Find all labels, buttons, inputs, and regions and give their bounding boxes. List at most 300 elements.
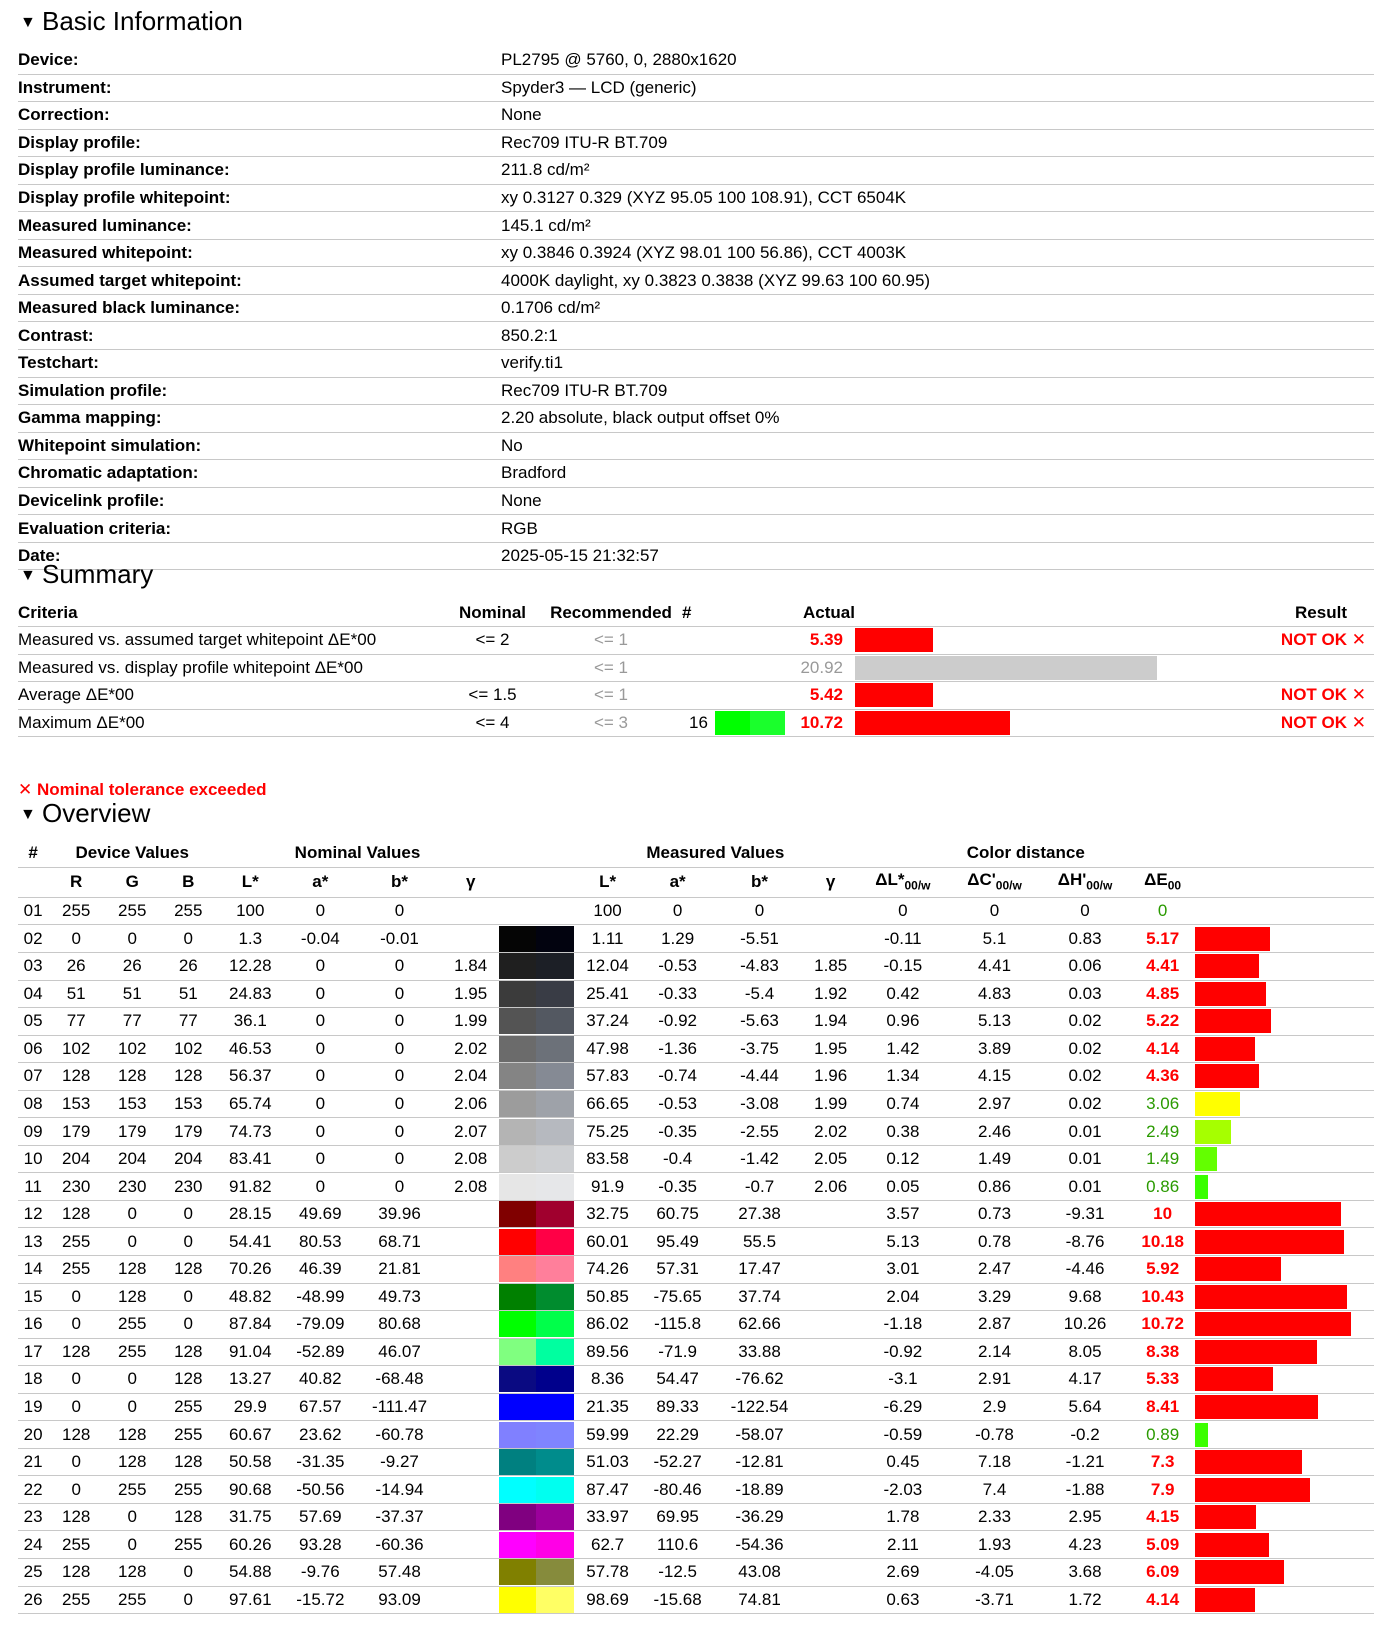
cell-n: 02 bbox=[18, 925, 48, 953]
cell-mg bbox=[805, 1586, 857, 1614]
section-title: Summary bbox=[42, 559, 154, 589]
recommended-value: <= 1 bbox=[540, 627, 682, 655]
actual-bar-cell bbox=[855, 709, 1160, 737]
swatch-pair bbox=[499, 926, 574, 952]
cell-nl: 54.41 bbox=[216, 1228, 284, 1256]
cell-b: 128 bbox=[160, 1448, 216, 1476]
cell-nl: 28.15 bbox=[216, 1200, 284, 1228]
cell-ng bbox=[443, 1586, 499, 1614]
cell-ml: 59.99 bbox=[574, 1421, 641, 1449]
cell-nb: 93.09 bbox=[356, 1586, 442, 1614]
table-row bbox=[18, 1531, 1374, 1559]
col-header-measured-l: L* bbox=[574, 867, 641, 897]
measured-swatch bbox=[536, 1119, 574, 1145]
cell-mg: 2.06 bbox=[805, 1173, 857, 1201]
cell-dl: 0.12 bbox=[857, 1145, 950, 1173]
cell-de: 10.43 bbox=[1130, 1283, 1195, 1311]
cell-na: 0 bbox=[284, 897, 356, 925]
cell-ma: -0.53 bbox=[641, 952, 714, 980]
de-bar bbox=[1195, 1533, 1269, 1557]
cell-mg bbox=[805, 1228, 857, 1256]
cell-mg bbox=[805, 1531, 857, 1559]
col-header-delta-e: $\Delta E_{00}$ bbox=[1130, 867, 1195, 897]
cell-g: 51 bbox=[104, 980, 160, 1008]
cell-ma: -15.68 bbox=[641, 1586, 714, 1614]
actual-bar-cell bbox=[855, 682, 1160, 710]
nominal-swatch bbox=[499, 1311, 537, 1337]
cell-dh: 0 bbox=[1040, 897, 1131, 925]
de-bar bbox=[1195, 927, 1270, 951]
cell-dh: -1.88 bbox=[1040, 1476, 1131, 1504]
cell-ml: 51.03 bbox=[574, 1448, 641, 1476]
cell-nb: -0.01 bbox=[356, 925, 442, 953]
cell-dh: -4.46 bbox=[1040, 1256, 1131, 1284]
cell-r: 128 bbox=[48, 1559, 104, 1587]
cell-mb: -4.83 bbox=[714, 952, 805, 980]
cell-de: 4.36 bbox=[1130, 1063, 1195, 1091]
cell-mg bbox=[805, 1559, 857, 1587]
cell-mg bbox=[805, 1503, 857, 1531]
de-bar-cell bbox=[1195, 1531, 1374, 1559]
cell-b: 77 bbox=[160, 1008, 216, 1036]
cell-g: 0 bbox=[104, 1503, 160, 1531]
cell-r: 0 bbox=[48, 925, 104, 953]
cell-ml: 75.25 bbox=[574, 1118, 641, 1146]
tolerance-warning: ✕ Nominal tolerance exceeded bbox=[18, 780, 267, 799]
info-row bbox=[18, 487, 1374, 515]
color-swatch-cell bbox=[499, 925, 574, 953]
cell-ng bbox=[443, 1531, 499, 1559]
cell-ml: 62.7 bbox=[574, 1531, 641, 1559]
cell-dl: -6.29 bbox=[857, 1393, 950, 1421]
cell-de: 7.3 bbox=[1130, 1448, 1195, 1476]
de-bar bbox=[1195, 1120, 1231, 1144]
summary-row bbox=[18, 654, 1374, 682]
cell-nb: 0 bbox=[356, 1035, 442, 1063]
cell-dh: 0.01 bbox=[1040, 1145, 1131, 1173]
cell-ma: 69.95 bbox=[641, 1503, 714, 1531]
cell-n: 03 bbox=[18, 952, 48, 980]
nominal-swatch bbox=[499, 953, 537, 979]
cell-dl: 1.78 bbox=[857, 1503, 950, 1531]
measured-swatch bbox=[536, 981, 574, 1007]
info-row bbox=[18, 129, 1374, 157]
cell-nl: 87.84 bbox=[216, 1311, 284, 1339]
col-header-nominal-a: a* bbox=[284, 867, 356, 897]
cell-dc: 2.9 bbox=[949, 1393, 1040, 1421]
nominal-swatch bbox=[499, 926, 537, 952]
cell-na: 49.69 bbox=[284, 1200, 356, 1228]
cell-dl: 0.38 bbox=[857, 1118, 950, 1146]
table-row bbox=[18, 1586, 1374, 1614]
cell-n: 04 bbox=[18, 980, 48, 1008]
cell-ng bbox=[443, 1393, 499, 1421]
cell-r: 0 bbox=[48, 1476, 104, 1504]
actual-bar bbox=[855, 656, 1157, 680]
cell-dl: -2.03 bbox=[857, 1476, 950, 1504]
col-header-patches bbox=[715, 600, 785, 627]
collapse-triangle-icon[interactable]: ▼ bbox=[20, 806, 36, 823]
de-bar bbox=[1195, 1505, 1256, 1529]
de-bar-cell bbox=[1195, 1145, 1374, 1173]
de-bar-cell bbox=[1195, 1476, 1374, 1504]
cell-dh: 1.72 bbox=[1040, 1586, 1131, 1614]
actual-bar bbox=[855, 711, 1010, 735]
cell-na: 0 bbox=[284, 1035, 356, 1063]
cell-mg: 2.05 bbox=[805, 1145, 857, 1173]
cell-na: 0 bbox=[284, 1063, 356, 1091]
cell-mb: 0 bbox=[714, 897, 805, 925]
cell-n: 10 bbox=[18, 1145, 48, 1173]
cell-mb: 33.88 bbox=[714, 1338, 805, 1366]
cell-dl: -3.1 bbox=[857, 1366, 950, 1394]
swatch-pair bbox=[499, 1587, 574, 1613]
cell-na: -48.99 bbox=[284, 1283, 356, 1311]
swatch-pair bbox=[499, 1284, 574, 1310]
collapse-triangle-icon[interactable]: ▼ bbox=[20, 567, 36, 584]
cell-r: 128 bbox=[48, 1421, 104, 1449]
cell-g: 102 bbox=[104, 1035, 160, 1063]
cell-nl: 13.27 bbox=[216, 1366, 284, 1394]
cell-n: 22 bbox=[18, 1476, 48, 1504]
color-swatch-cell bbox=[499, 1063, 574, 1091]
color-swatch-cell bbox=[499, 1035, 574, 1063]
measured-swatch bbox=[536, 1339, 574, 1365]
nominal-swatch bbox=[499, 1587, 537, 1613]
de-bar bbox=[1195, 982, 1266, 1006]
cell-dl: 0.74 bbox=[857, 1090, 950, 1118]
cell-r: 255 bbox=[48, 1586, 104, 1614]
cell-n: 13 bbox=[18, 1228, 48, 1256]
cell-g: 255 bbox=[104, 1586, 160, 1614]
info-row bbox=[18, 267, 1374, 295]
patch-count bbox=[682, 682, 715, 710]
cell-mb: 55.5 bbox=[714, 1228, 805, 1256]
info-row bbox=[18, 377, 1374, 405]
section-header-basic[interactable] bbox=[20, 6, 243, 38]
swatch-pair bbox=[499, 1339, 574, 1365]
swatch-pair bbox=[499, 953, 574, 979]
measured-swatch bbox=[536, 1559, 574, 1585]
cell-dl: 5.13 bbox=[857, 1228, 950, 1256]
cell-dl: -0.15 bbox=[857, 952, 950, 980]
criteria-label: Measured vs. display profile whitepoint ΔE*00 bbox=[18, 654, 445, 682]
cell-dl: 0.63 bbox=[857, 1586, 950, 1614]
summary-row bbox=[18, 627, 1374, 655]
nominal-swatch bbox=[499, 1477, 537, 1503]
measured-swatch bbox=[536, 926, 574, 952]
cell-ng bbox=[443, 1338, 499, 1366]
cell-b: 128 bbox=[160, 1063, 216, 1091]
cell-mg bbox=[805, 1448, 857, 1476]
cell-dc: -0.78 bbox=[949, 1421, 1040, 1449]
cell-n: 12 bbox=[18, 1200, 48, 1228]
cell-dh: 2.95 bbox=[1040, 1503, 1131, 1531]
cell-dc: 5.1 bbox=[949, 925, 1040, 953]
swatch-pair bbox=[715, 711, 785, 735]
recommended-value: <= 1 bbox=[540, 682, 682, 710]
color-swatch-cell bbox=[499, 1448, 574, 1476]
swatch-pair bbox=[499, 1477, 574, 1503]
info-label: Gamma mapping: bbox=[18, 405, 501, 433]
section-header-overview[interactable] bbox=[20, 798, 150, 830]
info-value: xy 0.3846 0.3924 (XYZ 98.01 100 56.86), CCT 4003K bbox=[501, 239, 1374, 267]
patch-swatches bbox=[715, 627, 785, 655]
cell-g: 255 bbox=[104, 897, 160, 925]
table-row bbox=[18, 1256, 1374, 1284]
cell-mb: -2.55 bbox=[714, 1118, 805, 1146]
swatch-pair bbox=[499, 981, 574, 1007]
cell-dl: 3.01 bbox=[857, 1256, 950, 1284]
cell-dc: 4.15 bbox=[949, 1063, 1040, 1091]
cell-dc: 0.73 bbox=[949, 1200, 1040, 1228]
cell-b: 153 bbox=[160, 1090, 216, 1118]
cell-dh: 9.68 bbox=[1040, 1283, 1131, 1311]
de-bar-cell bbox=[1195, 1228, 1374, 1256]
collapse-triangle-icon[interactable]: ▼ bbox=[20, 14, 36, 31]
cell-dc: 2.91 bbox=[949, 1366, 1040, 1394]
de-bar-cell bbox=[1195, 1559, 1374, 1587]
measured-swatch bbox=[536, 1422, 574, 1448]
de-bar-cell bbox=[1195, 1063, 1374, 1091]
cell-de: 5.92 bbox=[1130, 1256, 1195, 1284]
cell-nb: -9.27 bbox=[356, 1448, 442, 1476]
de-bar-cell bbox=[1195, 1118, 1374, 1146]
cell-g: 128 bbox=[104, 1256, 160, 1284]
info-row bbox=[18, 102, 1374, 130]
col-header-measured-b: b* bbox=[714, 867, 805, 897]
color-swatch-cell bbox=[499, 1338, 574, 1366]
cell-na: 46.39 bbox=[284, 1256, 356, 1284]
cell-dc: 7.18 bbox=[949, 1448, 1040, 1476]
cell-nb: 0 bbox=[356, 1063, 442, 1091]
cell-na: 0 bbox=[284, 980, 356, 1008]
cell-dh: 0.01 bbox=[1040, 1173, 1131, 1201]
cell-dc: 2.87 bbox=[949, 1311, 1040, 1339]
info-label: Devicelink profile: bbox=[18, 487, 501, 515]
info-row bbox=[18, 322, 1374, 350]
cell-ma: 57.31 bbox=[641, 1256, 714, 1284]
table-row bbox=[18, 925, 1374, 953]
cell-r: 230 bbox=[48, 1173, 104, 1201]
de-bar bbox=[1195, 1230, 1344, 1254]
info-row bbox=[18, 47, 1374, 74]
de-bar-cell bbox=[1195, 1008, 1374, 1036]
cell-dl: -0.11 bbox=[857, 925, 950, 953]
cell-b: 0 bbox=[160, 1283, 216, 1311]
color-swatch-cell bbox=[499, 897, 574, 925]
info-value: 211.8 cd/m² bbox=[501, 157, 1374, 185]
cell-ng bbox=[443, 1366, 499, 1394]
measured-swatch bbox=[536, 1091, 574, 1117]
swatch bbox=[715, 711, 750, 735]
actual-bar-cell bbox=[855, 654, 1160, 682]
info-value: No bbox=[501, 432, 1374, 460]
info-row bbox=[18, 405, 1374, 433]
cell-dl: 2.11 bbox=[857, 1531, 950, 1559]
measured-swatch bbox=[536, 1284, 574, 1310]
cell-g: 0 bbox=[104, 1393, 160, 1421]
cell-nl: 100 bbox=[216, 897, 284, 925]
info-label: Device: bbox=[18, 47, 501, 74]
cell-de: 5.22 bbox=[1130, 1008, 1195, 1036]
cell-nb: 39.96 bbox=[356, 1200, 442, 1228]
cell-mg: 1.99 bbox=[805, 1090, 857, 1118]
cell-na: 0 bbox=[284, 1090, 356, 1118]
cell-dh: -0.2 bbox=[1040, 1421, 1131, 1449]
cell-dc: 0.78 bbox=[949, 1228, 1040, 1256]
measured-swatch bbox=[536, 1449, 574, 1475]
cell-mb: -5.63 bbox=[714, 1008, 805, 1036]
cell-mg: 1.85 bbox=[805, 952, 857, 980]
measured-swatch bbox=[536, 1201, 574, 1227]
col-group-measured: Measured Values bbox=[574, 840, 856, 867]
cell-dh: 5.64 bbox=[1040, 1393, 1131, 1421]
cell-ml: 74.26 bbox=[574, 1256, 641, 1284]
measured-swatch bbox=[536, 1532, 574, 1558]
cell-n: 20 bbox=[18, 1421, 48, 1449]
cell-nb: 49.73 bbox=[356, 1283, 442, 1311]
table-row bbox=[18, 1118, 1374, 1146]
cell-ng: 2.08 bbox=[443, 1145, 499, 1173]
actual-value: 5.42 bbox=[785, 682, 855, 710]
cell-nb: -60.36 bbox=[356, 1531, 442, 1559]
info-label: Assumed target whitepoint: bbox=[18, 267, 501, 295]
cell-mb: -12.81 bbox=[714, 1448, 805, 1476]
cell-dh: -8.76 bbox=[1040, 1228, 1131, 1256]
cell-g: 255 bbox=[104, 1476, 160, 1504]
cell-ng: 2.07 bbox=[443, 1118, 499, 1146]
de-bar-cell bbox=[1195, 1421, 1374, 1449]
cell-na: -0.04 bbox=[284, 925, 356, 953]
cell-mg bbox=[805, 1256, 857, 1284]
cell-g: 128 bbox=[104, 1063, 160, 1091]
de-bar-cell bbox=[1195, 980, 1374, 1008]
color-swatch-cell bbox=[499, 1283, 574, 1311]
info-row bbox=[18, 542, 1374, 570]
cell-ma: -0.33 bbox=[641, 980, 714, 1008]
cell-n: 17 bbox=[18, 1338, 48, 1366]
cell-dl: 2.04 bbox=[857, 1283, 950, 1311]
cell-na: 93.28 bbox=[284, 1531, 356, 1559]
de-bar-cell bbox=[1195, 1090, 1374, 1118]
col-header-actual: Actual bbox=[785, 600, 855, 627]
cell-dc: 2.46 bbox=[949, 1118, 1040, 1146]
cell-g: 255 bbox=[104, 1338, 160, 1366]
cell-de: 6.09 bbox=[1130, 1559, 1195, 1587]
cell-b: 128 bbox=[160, 1256, 216, 1284]
cell-n: 25 bbox=[18, 1559, 48, 1587]
cell-nl: 60.67 bbox=[216, 1421, 284, 1449]
cell-mg bbox=[805, 1476, 857, 1504]
cell-mb: -5.51 bbox=[714, 925, 805, 953]
cell-ml: 86.02 bbox=[574, 1311, 641, 1339]
cell-b: 128 bbox=[160, 1366, 216, 1394]
table-row bbox=[18, 897, 1374, 925]
nominal-swatch bbox=[499, 1008, 537, 1034]
info-label: Correction: bbox=[18, 102, 501, 130]
de-bar-cell bbox=[1195, 1393, 1374, 1421]
de-bar bbox=[1195, 1312, 1352, 1336]
de-bar-cell bbox=[1195, 1200, 1374, 1228]
cell-dl: 0 bbox=[857, 897, 950, 925]
cell-r: 51 bbox=[48, 980, 104, 1008]
table-row bbox=[18, 1448, 1374, 1476]
cell-ma: -52.27 bbox=[641, 1448, 714, 1476]
measured-swatch bbox=[536, 1587, 574, 1613]
info-value: 2.20 absolute, black output offset 0% bbox=[501, 405, 1374, 433]
cell-nl: 31.75 bbox=[216, 1503, 284, 1531]
cell-mb: -3.75 bbox=[714, 1035, 805, 1063]
cell-b: 255 bbox=[160, 1393, 216, 1421]
cell-ng bbox=[443, 1421, 499, 1449]
cell-dc: 2.33 bbox=[949, 1503, 1040, 1531]
measured-swatch bbox=[536, 1008, 574, 1034]
cell-dc: 5.13 bbox=[949, 1008, 1040, 1036]
color-swatch-cell bbox=[499, 1145, 574, 1173]
cell-de: 0.86 bbox=[1130, 1173, 1195, 1201]
cell-nb: 0 bbox=[356, 980, 442, 1008]
cell-r: 255 bbox=[48, 1531, 104, 1559]
summary-row bbox=[18, 709, 1374, 737]
cell-b: 128 bbox=[160, 1503, 216, 1531]
cell-dc: -4.05 bbox=[949, 1559, 1040, 1587]
swatch-pair bbox=[499, 1146, 574, 1172]
cell-r: 128 bbox=[48, 1338, 104, 1366]
cell-n: 05 bbox=[18, 1008, 48, 1036]
result-status: NOT OK ✕ bbox=[1160, 709, 1374, 737]
table-row bbox=[18, 952, 1374, 980]
measured-swatch bbox=[536, 1394, 574, 1420]
cell-mb: 17.47 bbox=[714, 1256, 805, 1284]
cell-ml: 47.98 bbox=[574, 1035, 641, 1063]
cell-n: 09 bbox=[18, 1118, 48, 1146]
col-header-measured-gamma: γ bbox=[805, 867, 857, 897]
de-bar-cell bbox=[1195, 1173, 1374, 1201]
table-row bbox=[18, 1008, 1374, 1036]
de-bar bbox=[1195, 1064, 1259, 1088]
color-swatch-cell bbox=[499, 1256, 574, 1284]
cell-de: 5.09 bbox=[1130, 1531, 1195, 1559]
cell-dh: 0.03 bbox=[1040, 980, 1131, 1008]
cell-ng: 1.84 bbox=[443, 952, 499, 980]
cell-dc: 4.83 bbox=[949, 980, 1040, 1008]
cell-ng: 2.06 bbox=[443, 1090, 499, 1118]
cell-de: 4.41 bbox=[1130, 952, 1195, 980]
swatch-pair bbox=[499, 1532, 574, 1558]
cell-r: 0 bbox=[48, 1448, 104, 1476]
section-header-summary[interactable] bbox=[20, 559, 153, 591]
nominal-swatch bbox=[499, 981, 537, 1007]
col-group-distance: Color distance bbox=[857, 840, 1195, 867]
table-row bbox=[18, 1503, 1374, 1531]
swatch bbox=[750, 711, 785, 735]
table-row bbox=[18, 980, 1374, 1008]
section-title: Basic Information bbox=[42, 6, 243, 36]
de-bar-cell bbox=[1195, 1366, 1374, 1394]
cell-nl: 60.26 bbox=[216, 1531, 284, 1559]
table-row bbox=[18, 1311, 1374, 1339]
cell-b: 255 bbox=[160, 1421, 216, 1449]
swatch-pair bbox=[499, 1174, 574, 1200]
cell-dc: 3.29 bbox=[949, 1283, 1040, 1311]
cell-nb: 0 bbox=[356, 952, 442, 980]
patch-count bbox=[682, 654, 715, 682]
col-group-bar bbox=[1195, 840, 1374, 867]
recommended-value: <= 1 bbox=[540, 654, 682, 682]
de-bar bbox=[1195, 1450, 1302, 1474]
info-row bbox=[18, 74, 1374, 102]
